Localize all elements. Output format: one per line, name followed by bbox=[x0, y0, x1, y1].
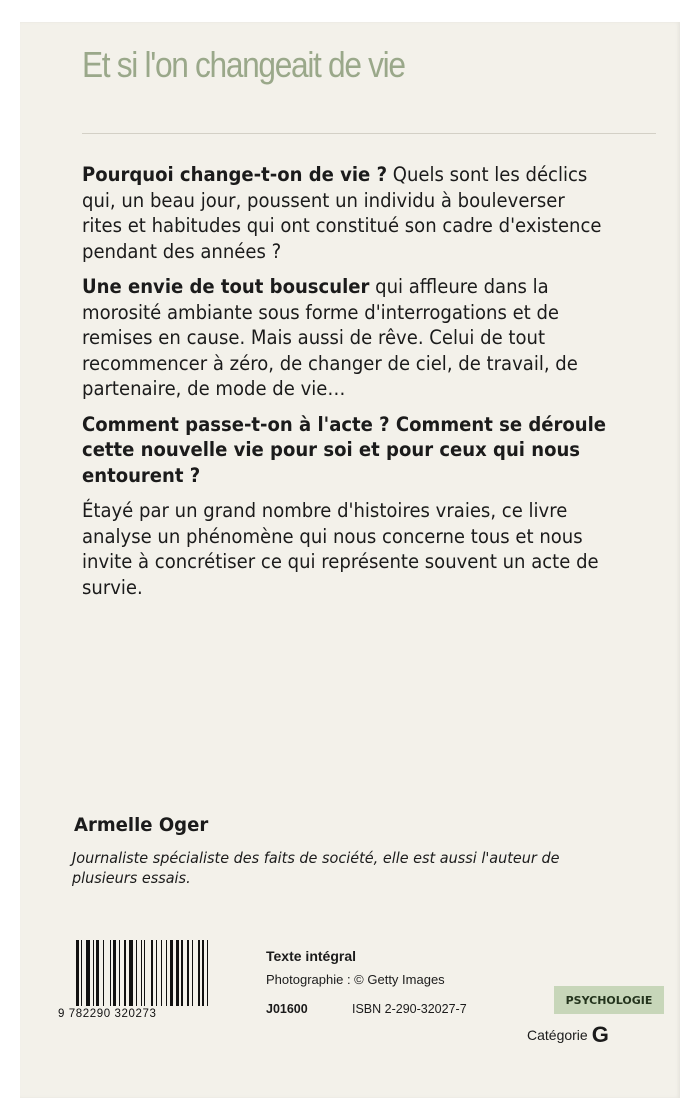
categorie-label: Catégorie bbox=[527, 1027, 588, 1043]
price-category bbox=[527, 1022, 609, 1048]
blurb-text: qui affleure dans la morosité ambiante sous forme d'interrogations et de remises en cause. Mais aussi de rêve. Celui de tout recommencer à zéro, de changer de ciel, de travail, de partenaire, de mode de vie… bbox=[82, 275, 578, 400]
barcode-bar bbox=[144, 940, 145, 1006]
blurb-paragraph-3 bbox=[82, 412, 608, 489]
blurb-paragraph-4 bbox=[82, 498, 608, 600]
barcode-bar bbox=[156, 940, 157, 1006]
product-code: J01600 bbox=[266, 1002, 308, 1016]
barcode-bar bbox=[124, 940, 127, 1006]
barcode-bar bbox=[129, 940, 133, 1006]
blurb-lead: Pourquoi change-t-on de vie ? bbox=[82, 163, 388, 186]
barcode-bar bbox=[93, 940, 94, 1006]
barcode-bar bbox=[170, 940, 174, 1006]
photo-credit: Photographie : © Getty Images bbox=[266, 972, 445, 987]
blurb bbox=[82, 162, 608, 610]
barcode-bar bbox=[141, 940, 142, 1006]
barcode-bar bbox=[113, 940, 116, 1006]
blurb-lead: Une envie de tout bousculer bbox=[82, 275, 370, 298]
texte-integral-label: Texte intégral bbox=[266, 948, 356, 964]
barcode-bar bbox=[181, 940, 182, 1006]
publisher-info bbox=[266, 948, 467, 1016]
blurb-text: Quels sont les déclics qui, un beau jour, poussent un individu à bouleverser rites et habitudes qui ont constitué son cadre d'existence pendant des années ? bbox=[82, 163, 602, 263]
barcode-bar bbox=[151, 940, 154, 1006]
barcode-bar bbox=[119, 940, 120, 1006]
barcode-bar bbox=[166, 940, 167, 1006]
blurb-lead: Comment passe-t-on à l'acte ? Comment se déroule cette nouvelle vie pour soi et pour ceux qui nous entourent ? bbox=[82, 412, 607, 487]
blurb-paragraph-2 bbox=[82, 274, 608, 402]
barcode-bar bbox=[187, 940, 190, 1006]
barcode-bar bbox=[86, 940, 90, 1006]
barcode-digits: 9 782290 320273 bbox=[58, 1008, 157, 1020]
barcode-bar bbox=[192, 940, 193, 1006]
barcode-bar bbox=[198, 940, 199, 1006]
barcode-bars bbox=[76, 940, 252, 1006]
barcode-bar bbox=[81, 940, 82, 1006]
barcode-bar bbox=[161, 940, 162, 1006]
barcode-bar bbox=[76, 940, 79, 1006]
title-divider bbox=[82, 133, 656, 134]
book-title: Et si l'on changeait de vie bbox=[82, 44, 405, 85]
author-bio: Journaliste spécialiste des faits de société, elle est aussi l'auteur de plusieurs essais. bbox=[72, 849, 560, 887]
blurb-text: Étayé par un grand nombre d'histoires vraies, ce livre analyse un phénomène qui nous concerne tous et nous invite à concrétiser ce qui représente souvent un acte de survie. bbox=[82, 499, 599, 599]
barcode-bar bbox=[176, 940, 179, 1006]
author-name: Armelle Oger bbox=[74, 814, 209, 836]
blurb-paragraph-1 bbox=[82, 162, 608, 264]
isbn: ISBN 2-290-32027-7 bbox=[352, 1002, 467, 1016]
barcode-bar bbox=[202, 940, 205, 1006]
barcode-bar bbox=[110, 940, 111, 1006]
book-back-cover bbox=[20, 22, 680, 1098]
barcode bbox=[58, 940, 254, 1020]
categorie-grade: G bbox=[591, 1022, 609, 1047]
barcode-bar bbox=[207, 940, 208, 1006]
barcode-bar bbox=[103, 940, 104, 1006]
barcode-bar bbox=[136, 940, 137, 1006]
category-badge: PSYCHOLOGIE bbox=[554, 986, 664, 1014]
barcode-bar bbox=[96, 940, 99, 1006]
